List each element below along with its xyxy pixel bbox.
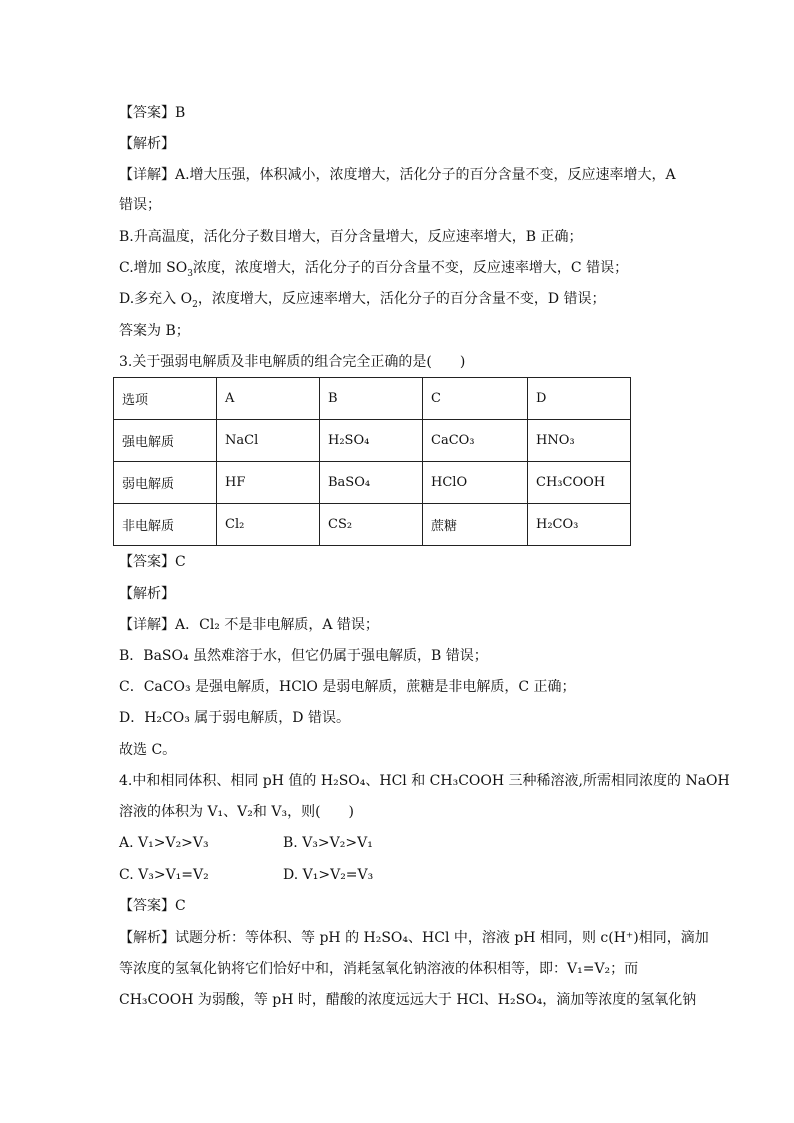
q4-option-b: B. V₃>V₂>V₁ [283,835,373,851]
q3-stem: 3.关于强弱电解质及非电解质的组合完全正确的是( ) [119,354,466,370]
table-cell: HF [217,462,320,504]
table-cell: H₂SO₄ [320,420,423,462]
q4-option-a: A. V₁>V₂>V₃ [119,835,209,851]
q2-detail-b: B.升高温度，活化分子数目增大，百分含量增大，反应速率增大，B 正确； [119,229,583,245]
table-cell: H₂CO₃ [528,504,631,546]
table-cell: D [528,378,631,420]
q2-detail-a: 【详解】A.增大压强，体积减小，浓度增大，活化分子的百分含量不变，反应速率增大，A [119,167,676,183]
q2-detail-a-cont: 错误； [119,197,161,213]
table-cell: HClO [423,462,528,504]
table-row [114,462,631,504]
q4-answer: 【答案】C [119,898,186,914]
table-cell: CaCO₃ [423,420,528,462]
table-cell: 非电解质 [114,504,217,546]
table-cell: CH₃COOH [528,462,631,504]
table-cell: 弱电解质 [114,462,217,504]
q3-analysis-label: 【解析】 [119,586,175,602]
table-cell: HNO₃ [528,420,631,462]
q4-option-c: C. V₃>V₁=V₂ [119,867,209,883]
electrolyte-table [113,377,631,546]
table-row [114,420,631,462]
q2-conclusion: 答案为 B； [119,323,190,339]
table-header-row [114,378,631,420]
q2-detail-c: C.增加 $SO_3$浓度，浓度增大，活化分子的百分含量不变，反应速率增大，C 错误； [119,260,629,279]
q4-stem-line-1: 4.中和相同体积、相同 pH 值的 H₂SO₄、HCl 和 CH₃COOH 三种稀溶液,所需相同浓度的 NaOH [119,773,730,789]
q2-answer: 【答案】B [119,105,186,121]
table-cell: Cl₂ [217,504,320,546]
table-cell: A [217,378,320,420]
q4-analysis-line-1: 【解析】试题分析：等体积、等 pH 的 H₂SO₄、HCl 中，溶液 pH 相同，则 c(H⁺)相同，滴加 [119,930,709,946]
q4-analysis-line-2: 等浓度的氢氧化钠将它们恰好中和，消耗氢氧化钠溶液的体积相等，即：V₁=V₂；而 [119,961,639,977]
table-cell: BaSO₄ [320,462,423,504]
table-cell: C [423,378,528,420]
table-row [114,504,631,546]
q4-stem-line-2: 溶液的体积为 V₁、V₂和 V₃，则( ) [119,804,354,820]
q3-detail-d: D．H₂CO₃ 属于弱电解质，D 错误。 [119,710,350,726]
q3-detail-b: B．BaSO₄ 虽然难溶于水，但它仍属于强电解质，B 错误； [119,648,488,664]
table-cell: B [320,378,423,420]
q4-analysis-line-3: CH₃COOH 为弱酸，等 pH 时，醋酸的浓度远远大于 HCl、H₂SO₄，滴加等浓度的氢氧化钠 [119,992,697,1008]
table-cell: 蔗糖 [423,504,528,546]
q2-analysis-label: 【解析】 [119,136,175,152]
q3-answer: 【答案】C [119,554,186,570]
table-cell: 强电解质 [114,420,217,462]
q3-detail-c: C．CaCO₃ 是强电解质，HClO 是弱电解质，蔗糖是非电解质，C 正确； [119,679,576,695]
q4-option-d: D. V₁>V₂=V₃ [283,867,374,883]
q2-detail-d: D.多充入 $O_2$，浓度增大，反应速率增大，活化分子的百分含量不变，D 错误； [119,291,606,310]
q3-conclusion: 故选 C。 [119,742,177,758]
table-cell: NaCl [217,420,320,462]
table-cell: CS₂ [320,504,423,546]
table-cell: 选项 [114,378,217,420]
q3-detail-a: 【详解】A．Cl₂ 不是非电解质，A 错误； [119,617,379,633]
